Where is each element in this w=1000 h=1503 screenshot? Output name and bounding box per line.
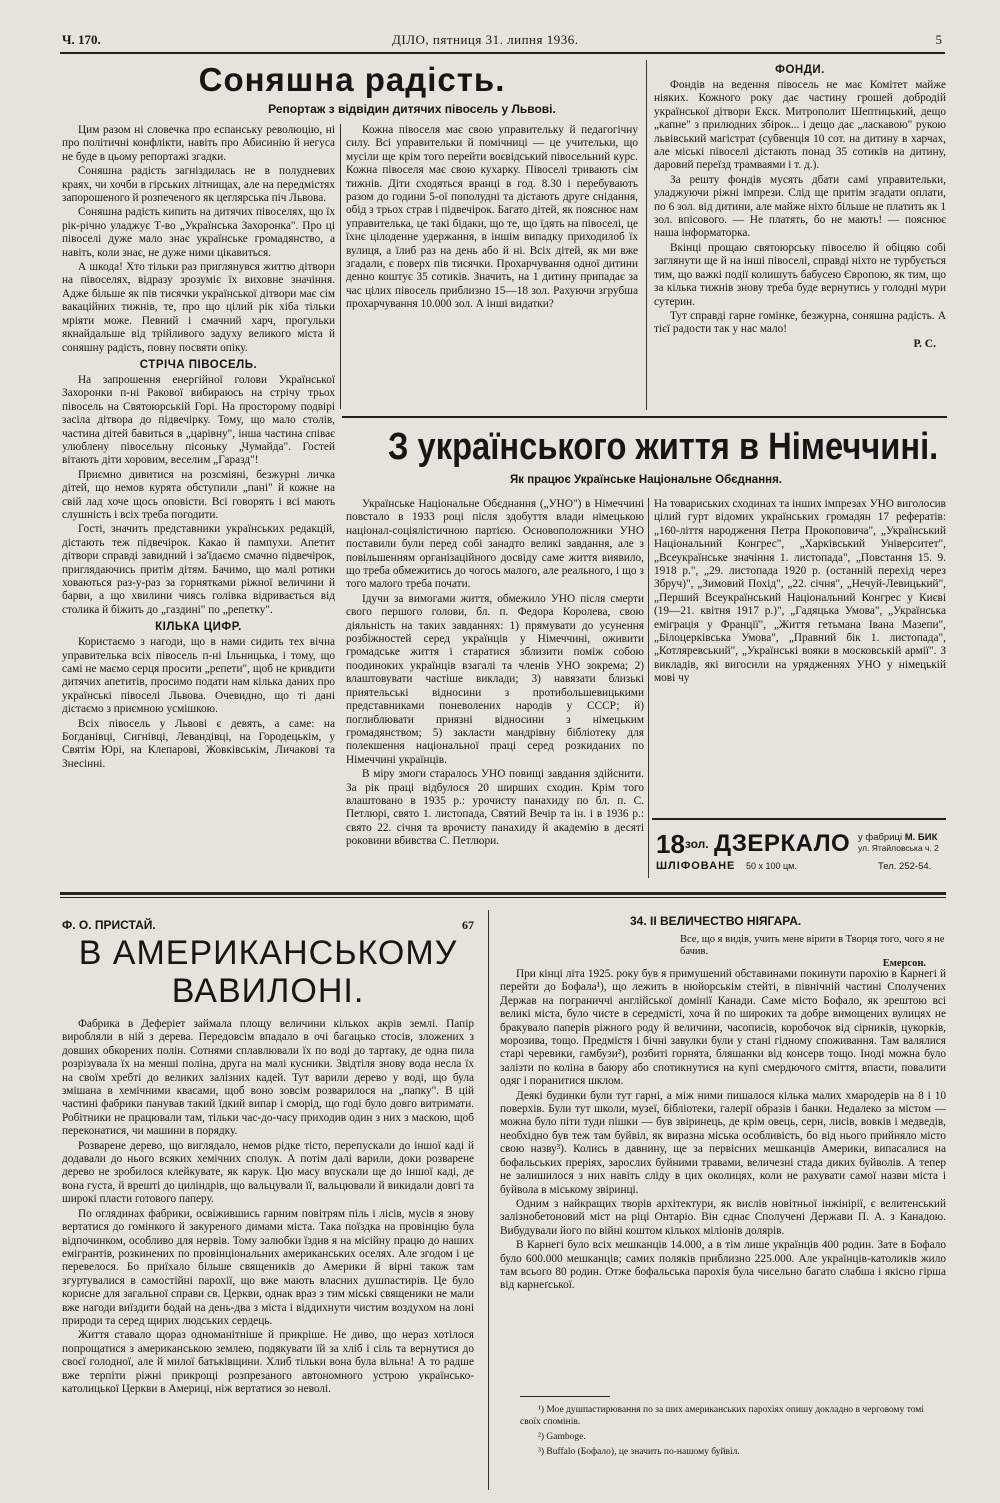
masthead-date: ДІЛО, пятниця 31. липня 1936. xyxy=(392,32,579,47)
column-rule xyxy=(646,60,647,410)
footnote: ¹) Мое душпастирювання по за ших американських парохіях опишу докладно в черговому томі своїх спомінів. xyxy=(520,1405,924,1427)
article4-heading: 34. II ВЕЛИЧЕСТВО НІЯГАРА. xyxy=(630,914,802,928)
footnote-rule xyxy=(520,1396,610,1397)
ad-factory: у фабриці М. БИК ул. Ятайловська ч. 2 xyxy=(858,832,939,853)
article3-title xyxy=(62,934,474,1010)
article2-header xyxy=(346,420,946,486)
ad-brand: ДЗЕРКАЛО xyxy=(714,830,851,857)
paragraph: Соняшна радість загніздилась не в полудневих краях, чи хочби в гірських літнищах, але на передмістях запорошеного й розпеченого як цеглярська піч Львова. xyxy=(62,165,335,205)
section-heading-numbers: КІЛЬКА ЦИФР. xyxy=(155,621,242,634)
article4-body xyxy=(500,968,946,1386)
article1-column-2 xyxy=(346,124,638,412)
paragraph: Деякі будинки були тут гарні, а між ними пишалося кілька малих хмародерів на 8 і 10 поверхів. Були тут школи, музеї, бібліотеки, галерії образів і банки. Недалеко за містом — можна було піти туди пішки — був звіринець, де крім овець, серн, лисів, вовків і медведів, необхідно був теж там буйвіл, як виразна міська особливість, бо від нього прийняло місто свою назву³). Колись в давнину, ще за первісних мешканців Америки, випасалися на бофальських преріях, зарослих буйними травами, величезні стада диких буйволів. А тепер не залишилося з них навіть сліду в цих околицях, коли не рахувати самої назви міста і буйвола в міському звіринці. xyxy=(500,1089,946,1196)
paragraph: За решту фондів мусять дбати самі управительки, уладжуючи ріжні імпрези. Слід ще притім згадати оплати, по 6 зол. від дитини, але майже ніхто більше не платить як 1 зол. впісового. — Не платять, бо не мають! — пояснює наша інформаторка. xyxy=(654,173,946,240)
paragraph: На товариських сходинах та інших імпрезах УНО виголосив цілий гурт відомих українських громадян 17 рефератів: „160-ліття народження Петра Прокоповича", „Український Національний Конгрес", „Харківський Університет", „Всеукраїнське значіння 1. листопада", „Повстання 15. 9. 1918 р.", „29. листопада 1920 р. (останній перехід через Збруч)", „Зимовий Похід", „22. січня", „Нечуй-Левицький", „Перший Всеукраїнський Національний Конгрес у Києві (19—21. квітня 1917 р.)", „Гадяцька Умова", „Українська еміграція у Франції", „Життя гетьмана Івана Мазепи", „Білоцерківська Умова", „Правний бік 1. листопада", „Котляревський", „Українські вояки в московській армії". З викладів, які вигосили на урядженнях УНО у німецькій мові чу xyxy=(654,498,946,685)
paragraph: Цим разом ні словечка про еспанську революцію, ні про політичні конфлікти, навіть про Абисинію й негуса не буде в цьому репортажі згадки. xyxy=(62,124,335,163)
article3-installment: 67 xyxy=(462,918,474,932)
paragraph: Тут справді гарне гомінке, безжурна, соняшна радість. А тієї радости так у нас мало! xyxy=(654,309,946,336)
section-rule xyxy=(342,416,947,418)
issue-number: Ч. 170. xyxy=(62,32,101,47)
paragraph: Гості, значить представники українських редакцій, дістають теж підвечірок. Какао й пампухи. Апетит дітвори справді завидний і за'їдаємо смачно підвечірок, приглядаючись притім дітям. Бачимо, що малі ротики ховаються раз-у-раз за горнятками ріжної величини й барви, а що хвилини чиясь голівка відривається від столика й біжить до „газдині" по „репетку". xyxy=(62,523,335,616)
article4-header xyxy=(500,914,946,969)
paragraph: Українське Національне Обєднання („УНО") в Німеччині повстало в 1933 році після здобуття влади німецькою націонал-соціялістичною партією. Основоположники УНО поставили були перед собі занадто великі завдання, але з повільшенням організаційного досвіду саме життя виявило, що треба обмежитись до чогось малого, але реального, і що з того малого треба почати. xyxy=(346,498,644,591)
paragraph: Фондів на ведення півосель не має Комітет майже ніяких. Кожного року дає частину грошей добродій української дітвори Екск. Митрополит Шептицький, дещо „капне" з прилюдних збірок... і дещо дає „ласкавою" рукою львівський магістрат (субвенція 10 сот. на дитину в харчах, але міські півоселі дістають понад 35 сотиків на дитину, даровий переїзд трамваями і т. д.). xyxy=(654,79,946,172)
paragraph: А шкода! Хто тільки раз приглянувся життю дітвори на півоселях, відразу зрозуміє їх виховне значіння. Адже більше як пів тисячки української дітвори має сім вакаційних тижнів, те, про що цілий рік хіба тільки мріяти може. Певний і смачний харч, прогульки якнайдальше від трійливого задуху великого міста й соняшну радість, повну посвяти опіку. xyxy=(62,261,335,354)
paragraph: Одним з найкращих творів архітектури, як вислів новітньої інжінірії, є велитенський залізнобетоновий міст на ріці Онтаріо. Він єднає Сполучені Держави П. А. з Канадою. Вибудували його по війні коштом кількох міліонів долярів. xyxy=(500,1197,946,1237)
paragraph: В міру змоги старалось УНО повищі завдання здійснити. За рік праці відбулося 20 ширших сходин. Крім того влаштовано в 1935 р.: урочисту панахиду по бл. п. С. Петлюрі, свято 1. листопада, Святий Вечір та ін. і в 1936 р.: свято 22. січня та врочисту панахиду й академію в десяті роковини вбивства С. Петлюри. xyxy=(346,768,644,848)
article1-header xyxy=(62,60,642,116)
column-rule xyxy=(648,498,649,878)
ad-size: 50 х 100 цм. xyxy=(746,861,797,871)
article3-body xyxy=(62,1018,474,1488)
page-divider-thin xyxy=(60,897,946,898)
article3-title-line2: ВАВИЛОНІ. xyxy=(171,972,365,1010)
section-heading-funds: ФОНДИ. xyxy=(775,64,825,76)
article4-epigraph-author: Емерсон. xyxy=(882,958,926,969)
page-header xyxy=(62,32,942,50)
article3-title-line1: В АМЕРИКАНСЬКОМУ xyxy=(78,934,458,972)
header-rule xyxy=(60,52,945,54)
paragraph: Кожна півоселя має свою управительку й педагогічну силу. Всі управительки й помічниці — це учительки, що мусіли ще крім того перейти воєвідський півосельний курс. Кожна півоселя має свою кухарку. Півоселі тривають сім тижнів. Діти сходяться вранці в год. 8.30 і перебувають разом до години 5-ої пополудні та дістають друге снідання, обід з трьох страв і підвечірок. Багато дітей, як пояснює нам управителька, це такі бідаки, що те, що їдять на півоселі, це їхнє цілоденне удержання, в іншім випадку приходилоб їх вулиця, а їлиб раз на день або й ні. Всіх дітей, як ми вже згадали, є поверх пів тисячки. Прохарчування одної дитини денно коштує 35 сотиків. Значить, на 1 дитину припадає за час цілих півосель приблизно 15—18 зол. Рахуючи згрубша прохарчування 10.000 зол. А інші видатки? xyxy=(346,124,638,311)
paragraph: Користаємо з нагоди, що в нами сидить тех вічна управителька всіх півосель п-ні Ільницька, і тому, що самі не маємо серця просити „репети", щоб не кривдити дитячих апетитів, просимо подати нам кілька даних про українські півоселі Львова. Очевидно, що ті дані дістаємо з приємною усмішкою. xyxy=(62,636,335,716)
paragraph: Приємно дивитися на розсміяні, безжурні личка дітей, що немов курята обступили „пані" й кожне на свій лад хоче щось оповісти. Всі говорять і всі мають слушність і всіх треба погодити. xyxy=(62,468,335,521)
footnote: ²) Gamboge. xyxy=(538,1432,586,1442)
paragraph: Фабрика в Деферіет займала площу величини кількох акрів землі. Папір виробляли в ній з дерева. Передовсім впадало в очі багацько стосів, зложених з довших обкорених полін. Сотнями сплавлювали їх по воді до тартаку, де одна пила розрізувала їх на менші поліна, друга на малі кусники. Звідтіля знову вода несла їх на своїм хребті до великих залізних кадей. Тут варили дерево у воді, що була змішана в хемічними квасами, щоб воно зовсім розварилося на „папку". В цій частині фабрики панував такий їдкий випар і сморід, що годі було довго витримати. Робітники не працювали там, тільки час-до-часу приходив один з них з маскою, щоб переконатися, чи машини в порядку. xyxy=(62,1018,474,1138)
article4-epigraph: Все, що я видів, учить мене вірити в Творця того, чого я не бачив. xyxy=(680,934,945,957)
mirror-advertisement xyxy=(652,818,946,884)
article2-column-1 xyxy=(346,498,644,878)
paragraph: При кінці літа 1925. року був я примушений обставинами покинути парохію в Карнегі й перейти до Бофала¹), що лежить в нюйорськім стейті, в північній частині Сполучених Держав на пограниччі англійської домінії Канади. Саме місто Бофало, як зрештою всі великі міста, було чисте в середмісті, хоча й по широких та добре вимощених вулицях не бракувало паперів ріжного роду й величини, часописів, коробочок від сірників, цукорків, морозива, тощо. Предмістя і бічні завулки були у стані гідному споживання. Там валялися старі черевики, гамбузи²), розбиті горнята, бляшанки від консерв тощо. Іноді можна було залізти по коліна в баюру або спотикнутися на купі смердючого сміття, впасти, повалити одяг і поранитися шклом. xyxy=(500,968,946,1088)
paragraph: Розварене дерево, що виглядало, немов рідке тісто, перепускали до іншої каді й додавали до нього всяких хемічних сполук. А потім далі варили, доки розварене дерево не зробилося клейкувате, як карук. Цю масу впускали ще до іншої каді, де вона густа, й врешті до циліндрів, що вальцували її, вальцювали й викидали довгі та широкі пласти готового паперу. xyxy=(62,1139,474,1206)
article1-column-1 xyxy=(62,124,335,886)
footnote: ³) Buffalo (Бофало), це значить по-нашому буйвіл. xyxy=(538,1447,740,1457)
article1-column-3 xyxy=(654,64,946,412)
article4-footnotes xyxy=(520,1404,940,1458)
article1-title: Соняшна радість. xyxy=(198,61,506,98)
paragraph: Вкінці прощаю святоюрську півоселю й обіцяю собі заглянути ще й на інші півоселі, справді ніхто не турбується тим, що важкі події колишуть бабусею Європою, як тим, що за кілька тижнів знову треба буде вернутись у голодні мури сутерин. xyxy=(654,241,946,308)
article1-subtitle: Репортаж з відвідин дитячих півосель у Львові. xyxy=(268,102,556,116)
section-heading-meeting: СТРІЧА ПІВОСЕЛЬ. xyxy=(139,358,258,371)
paragraph: Соняшна радість кипить на дитячих півоселях, що їх рік-річно уладжує Т-во „Українська Захоронка". Про ці півоселі дуже мало знає українське громадянство, а навіть, коли знає, не дуже ними цікавиться. xyxy=(62,206,335,259)
paragraph: Життя ставало щораз одноманітніше й прикріше. Не диво, що нераз хотілося попрощатися з американською землею, подякувати їй за хліб і сіль та вернутися до своєї голодної, але й милої батьківщини. Хлиб тільки вона була вільна! А то радше вже терпіти ріжні прикрощі розпрезаного автономного устрою українсько-католицької Церкви в Америці, ніж вертатися зо неволі. xyxy=(62,1329,474,1395)
page-divider xyxy=(60,892,946,895)
ad-phone: Тел. 252-54. xyxy=(878,861,932,872)
paragraph: Всіх півосель у Львові є девять, а саме: на Богданівці, Сигнівці, Левандівці, на Городецькім, у Святім Юрі, на Клепарові, Жовківськім, Личакові та Знесінні. xyxy=(62,717,335,770)
paragraph: Ідучи за вимогами життя, обмежило УНО після смерти свого першого голови, бл. п. Федора Королева, свою діяльність на таких завданнях: 1) прямувати до усунення розбіжностей серед українців у Німеччині, оживити громадське життя і старатися зблизити поміж собою поодиноких українців взагалі та членів УНО зокрема; 2) влаштовувати частіше виклади; 3) навязати близькі приятельські відносини з протибольшевицькими представниками поневолених народів у СССР; й) поглиблювати приязні відносини з німецьким громадянством; 5) заклaсти мандрівну бібліотеку для полекшення національної праці серед розкиданих по Німеччині українців. xyxy=(346,592,644,766)
article2-title: З українського життя в Німеччині. xyxy=(388,426,939,468)
column-rule xyxy=(488,910,489,1490)
article2-subtitle: Як працює Українське Національне Обєднання. xyxy=(510,474,782,486)
article3-author: Ф. О. ПРИСТАЙ. xyxy=(62,918,156,932)
ad-sub: ШЛІФОВАНЕ xyxy=(656,860,736,872)
page-number: 5 xyxy=(935,32,942,47)
paragraph: По оглядинах фабрики, освіжившись гарним повітрям піль і лісів, мусів я знову вертатися до гомінкого й закуреного димами міста. Така поїздка на провінцію була відпочинком, особливо для нервів. Тому залюбки їздив я на місійну працю до наших емігрантів, розкинених по провінціональних американських оселях. Але згодом і це перевелося. Бо приїхало більше священиків до Америки й вірні також там згуртувалися в самостійні парохії, що вже мають власних душпастирів. Це було корисне для загальної справи св. Церкви, однак враз з тим міські священики не мали вже нагоди виїздити бодай на день-два з міста і віддихнути чистим воздухом на лоні природи та серед щирих людських сердець. xyxy=(62,1207,474,1327)
ad-price: $18^{зол.}$ xyxy=(656,829,709,859)
column-rule xyxy=(340,124,341,409)
paragraph: В Карнегі було всіх мешканців 14.000, а в тім лише українців 400 родин. Зате в Бофало було 600.000 мешканців; самих поляків приблизно 225.000. Але українців-католиків жило там всього 80 родин. Отже бофальська парохія була чисельно багато слабша і якісно гірша від карнеґської. xyxy=(500,1239,946,1292)
article1-signature: Р. С. xyxy=(913,337,936,350)
article2-column-2 xyxy=(654,498,946,812)
paragraph: На запрошення енергійної голови Української Захоронки п-ні Ракової вибираюсь на стрічу трьох півосель на Святоюрській Горі. На просторому подвірі засіла дітвора до підвечірку. Тому, що мало столів, частина дітей бавиться в „царівну", інша частина співає улюблену півосельну пісоньку „Чумайда". Гостей вітають діти хоровим, веселим „Гаразд"! xyxy=(62,373,335,467)
